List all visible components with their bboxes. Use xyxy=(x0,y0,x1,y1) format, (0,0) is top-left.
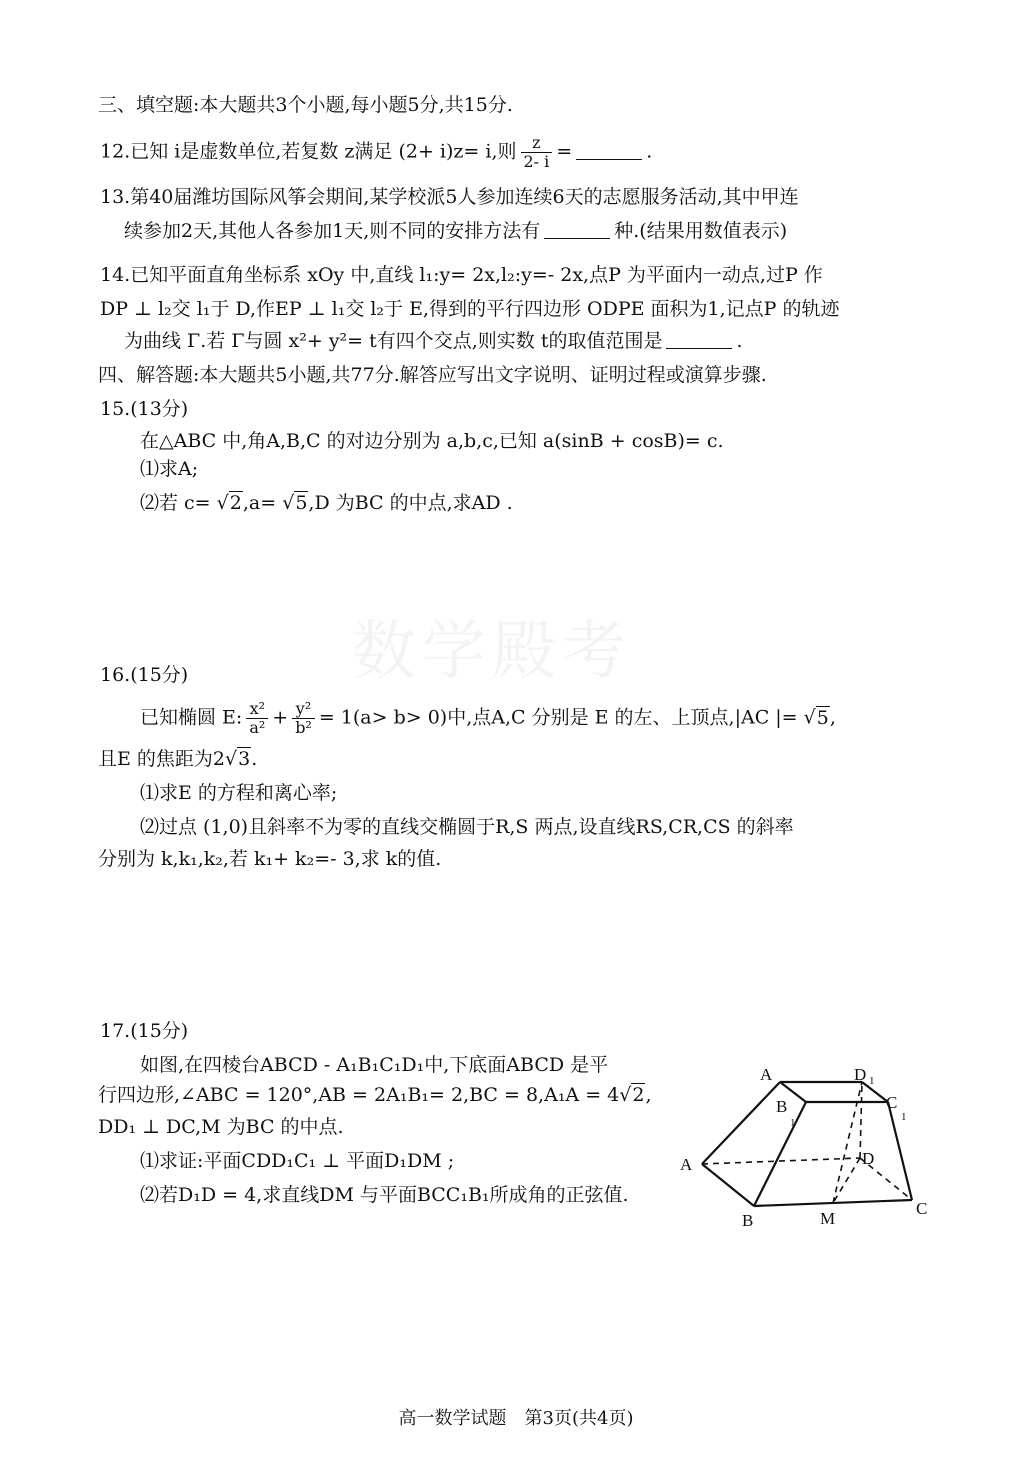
question-13-line1: 13.第40届潍坊国际风筝会期间,某学校派5人参加连续6天的志愿服务活动,其中甲连 xyxy=(100,186,799,208)
q16-line2: 且E 的焦距为2√3. xyxy=(98,748,258,770)
question-14-line3: 为曲线 Γ.若 Γ与圆 x²+ y²= t有四个交点,则实数 t的取值范围是 . xyxy=(124,330,743,352)
q17-head: 17.(15分) xyxy=(100,1020,189,1042)
label-d1: D xyxy=(854,1065,867,1084)
q16-part2: ⑵过点 (1,0)且斜率不为零的直线交椭圆于R,S 两点,设直线RS,CR,CS 的斜率 xyxy=(140,816,794,838)
question-13-line2: 续参加2天,其他人各参加1天,则不同的安排方法有 种.(结果用数值表示) xyxy=(124,220,788,242)
label-d: D xyxy=(862,1149,875,1168)
q16-head: 16.(15分) xyxy=(100,664,189,686)
q16-line1: 已知椭圆 E: $\frac{\text{x²}}{\text{a²}}$ + $\frac{\text{y²}}{\text{b²}}$ = 1(a> b> 0)中,点A,C 分别是 E 的左、上顶点,|AC |= √5, xyxy=(140,699,836,737)
q15-stem: 在△ABC 中,角A,B,C 的对边分别为 a,b,c,已知 a(sinB + cosB)= c. xyxy=(140,430,724,452)
q17-line3: DD₁ ⊥ DC,M 为BC 的中点. xyxy=(98,1116,344,1138)
label-a: A xyxy=(680,1155,693,1174)
svg-text:1: 1 xyxy=(869,1075,875,1087)
q12-text: 12.已知 i是虚数单位,若复数 z满足 (2+ i)z= i,则 xyxy=(100,140,517,163)
q17-line2: 行四边形,∠ABC = 120°,AB = 2A₁B₁= 2,BC = 8,A₁A = 4√2, xyxy=(98,1084,652,1106)
question-14-line2: DP ⊥ l₂交 l₁于 D,作EP ⊥ l₁交 l₂于 E,得到的平行四边形 ODPE 面积为1,记点P 的轨迹 xyxy=(100,298,840,320)
q16-part1: ⑴求E 的方程和离心率; xyxy=(140,782,338,804)
edge-d1-c1 xyxy=(862,1082,888,1102)
q12-fraction: $\frac{z}{2- i}$ xyxy=(521,134,553,171)
edge-b-b1 xyxy=(754,1102,806,1206)
edge-c-c1 xyxy=(888,1102,912,1200)
q13-answer-blank xyxy=(544,220,610,239)
label-a1: A xyxy=(760,1065,773,1084)
label-b1: B xyxy=(776,1097,788,1116)
label-m: M xyxy=(820,1209,836,1228)
q12-answer-blank xyxy=(576,141,642,160)
label-c1: C xyxy=(886,1093,898,1112)
edge-a-d xyxy=(702,1158,860,1164)
question-14-line1: 14.已知平面直角坐标系 xOy 中,直线 l₁:y= 2x,l₂:y=- 2x,点P 为平面内一动点,过P 作 xyxy=(100,264,823,286)
q14-answer-blank xyxy=(666,330,732,349)
q15-head: 15.(13分) xyxy=(100,398,189,420)
edge-a-b xyxy=(702,1164,754,1206)
q17-part1: ⑴求证:平面CDD₁C₁ ⊥ 平面D₁DM ; xyxy=(140,1150,455,1172)
q15-part1: ⑴求A; xyxy=(140,458,199,480)
edge-m-d1 xyxy=(833,1082,862,1203)
section3-title: 三、填空题:本大题共3个小题,每小题5分,共15分. xyxy=(98,94,513,116)
q16-part2-cont: 分别为 k,k₁,k₂,若 k₁+ k₂=- 3,求 k的值. xyxy=(98,848,442,870)
svg-text:1: 1 xyxy=(790,1117,796,1129)
page-footer: 高一数学试题 第3页(共4页) xyxy=(398,1408,634,1429)
label-c: C xyxy=(916,1199,928,1218)
edge-d-d1 xyxy=(860,1082,862,1158)
svg-text:1: 1 xyxy=(901,1111,907,1123)
section4-title: 四、解答题:本大题共5小题,共77分.解答应写出文字说明、证明过程或演算步骤. xyxy=(98,364,767,386)
edge-a-a1 xyxy=(702,1082,780,1164)
edge-d-m xyxy=(833,1158,860,1203)
q17-part2: ⑵若D₁D = 4,求直线DM 与平面BCC₁B₁所成角的正弦值. xyxy=(140,1184,629,1206)
q17-line1: 如图,在四棱台ABCD - A₁B₁C₁D₁中,下底面ABCD 是平 xyxy=(140,1054,609,1076)
q15-part2: ⑵若 c= √2,a= √5,D 为BC 的中点,求AD . xyxy=(140,492,513,514)
question-12: 12.已知 i是虚数单位,若复数 z满足 (2+ i)z= i,则 $\frac{z}{2- i}$ = . xyxy=(100,133,653,171)
watermark: 数学殿考 xyxy=(352,615,632,689)
label-b: B xyxy=(742,1211,754,1230)
frustum-figure xyxy=(676,1060,936,1240)
